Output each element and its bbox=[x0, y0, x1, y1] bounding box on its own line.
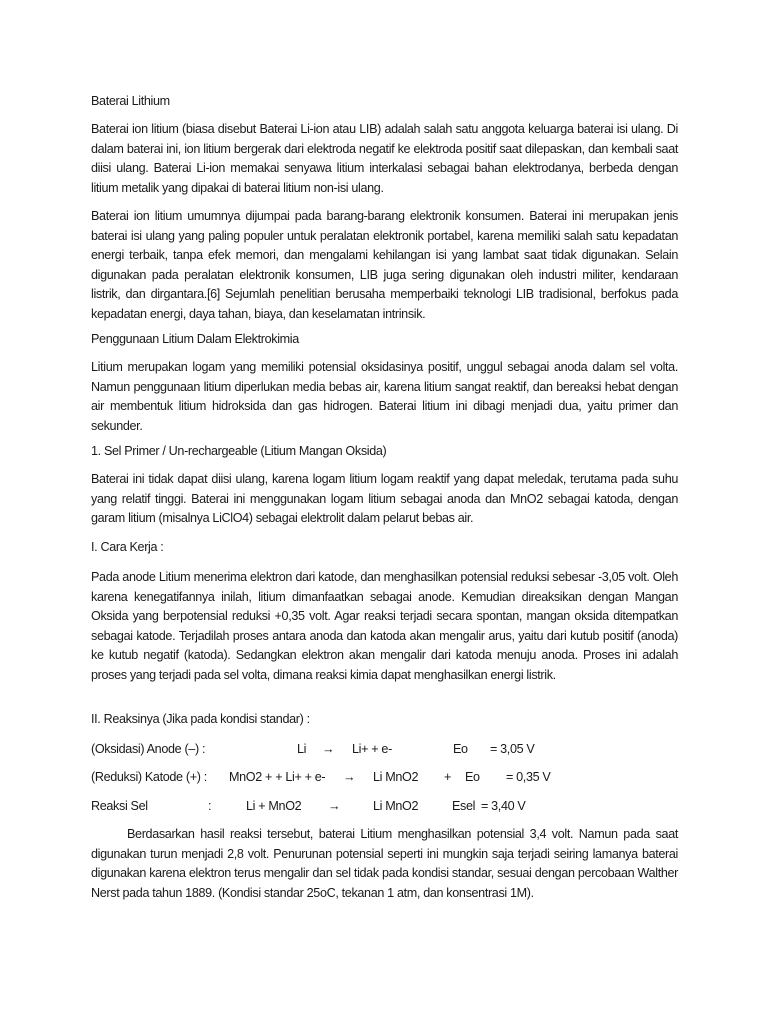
equation-potential-value: = 3,05 V bbox=[490, 742, 535, 756]
document-title: Baterai Lithium bbox=[91, 94, 170, 108]
equation-plus: + bbox=[444, 770, 452, 784]
equation-label: (Oksidasi) Anode (–) : bbox=[91, 742, 206, 756]
equation-potential-value: = 0,35 V bbox=[506, 770, 551, 784]
equation-products: Li MnO2 bbox=[373, 799, 419, 813]
arrow-right-icon: → bbox=[322, 742, 335, 756]
paragraph-how-it-works: Pada anode Litium menerima elektron dari katode, dan menghasilkan potensial reduksi sebesar -3,05 volt. Oleh karena kenegatifannya inilah, litium dimanfaatkan sebagai anode. Kemudian direaksikan dengan Mangan Oksida yang berpotensial reduksi +0,35 volt. Agar reaksi terjadi secara spontan, mangan oksida ditempatkan sebagai katode. Terjadilah proses antara anoda dan katoda akan mengalir arus, yaitu dari kutub positif (anoda) ke kutub negatif (katoda). Sedangkan elektron akan mengalir dari katoda menuju anoda. Proses ini adalah proses yang terjadi pada sel volta, dimana reaksi kimia dapat menghasilkan energi listrik. bbox=[91, 570, 678, 682]
equation-potential-value: = 3,40 V bbox=[481, 799, 526, 813]
equation-reduction bbox=[0, 767, 768, 787]
paragraph-primary-cell: Baterai ini tidak dapat diisi ulang, karena logam litium logam reaktif yang dapat meledak, terutama pada suhu yang relatif tinggi. Baterai ini menggunakan logam litium sebagai anoda dan MnO2 sebagai katoda, dengan garam litium (misalnya LiClO4) sebagai elektrolit dalam pelarut bebas air. bbox=[91, 472, 678, 525]
equation-reactants: Li + MnO2 bbox=[246, 799, 302, 813]
equation-reactants: Li bbox=[297, 742, 307, 756]
section-heading-electrochemistry: Penggunaan Litium Dalam Elektrokimia bbox=[91, 332, 299, 346]
equation-label: (Reduksi) Katode (+) : bbox=[91, 770, 207, 784]
equation-potential-label: Esel bbox=[452, 799, 476, 813]
equation-reactants: MnO2 + + Li+ + e- bbox=[229, 770, 326, 784]
paragraph-electrochemistry: Litium merupakan logam yang memiliki potensial oksidasinya positif, unggul sebagai anoda dalam sel volta. Namun penggunaan litium diperlukan media bebas air, karena litium sangat reaktif, dan bereaksi hebat dengan air membentuk litium hidroksida dan gas hidrogen. Baterai litium ini dibagi menjadi dua, yaitu primer dan sekunder. bbox=[91, 360, 678, 433]
equation-products: Li+ + e- bbox=[352, 742, 392, 756]
equation-oxidation bbox=[0, 739, 768, 759]
arrow-right-icon: → bbox=[328, 799, 341, 813]
section-heading-how-it-works: I. Cara Kerja : bbox=[91, 540, 164, 554]
equation-cell-reaction bbox=[0, 796, 768, 816]
section-heading-primary-cell: 1. Sel Primer / Un-rechargeable (Litium Mangan Oksida) bbox=[91, 444, 387, 458]
equation-colon: : bbox=[208, 799, 212, 813]
paragraph-intro: Baterai ion litium (biasa disebut Baterai Li-ion atau LIB) adalah salah satu anggota keluarga baterai isi ulang. Di dalam baterai ini, ion litium bergerak dari elektroda negatif ke elektroda positif saat dilepaskan, dan kembali saat diisi ulang. Baterai Li-ion memakai senyawa litium interkalasi sebagai bahan elektrodanya, berbeda dengan litium metalik yang dipakai di baterai litium non-isi ulang. bbox=[91, 122, 678, 195]
paragraph-conclusion: Berdasarkan hasil reaksi tersebut, baterai Litium menghasilkan potensial 3,4 volt. Namun pada saat digunakan turun menjadi 2,8 volt. Penurunan potensial seperti ini mungkin saja terjadi seiring lamanya baterai digunakan karena elektron terus mengalir dan sel tidak pada kondisi standar, sesuai dengan percobaan Walther Nerst pada tahun 1889. (Kondisi standar 25oC, tekanan 1 atm, dan konsentrasi 1M). bbox=[91, 827, 678, 900]
arrow-right-icon: → bbox=[343, 770, 356, 784]
equation-potential-label: Eo bbox=[465, 770, 480, 784]
equation-products: Li MnO2 bbox=[373, 770, 419, 784]
paragraph-usage: Baterai ion litium umumnya dijumpai pada barang-barang elektronik konsumen. Baterai ini merupakan jenis baterai isi ulang yang paling populer untuk peralatan elektronik portabel, karena memiliki salah satu kepadatan energi terbaik, tanpa efek memori, dan mengalami kehilangan isi yang lambat saat tidak digunakan. Selain digunakan pada peralatan elektronik konsumen, LIB juga sering digunakan oleh industri militer, kendaraan listrik, dan dirgantara.[6] Sejumlah penelitian berusaha memperbaiki teknologi LIB tradisional, berfokus pada kepadatan energi, daya tahan, biaya, dan keselamatan intrinsik. bbox=[91, 209, 678, 321]
equation-potential-label: Eo bbox=[453, 742, 468, 756]
section-heading-reactions: II. Reaksinya (Jika pada kondisi standar) : bbox=[91, 712, 310, 726]
equation-label: Reaksi Sel bbox=[91, 799, 148, 813]
